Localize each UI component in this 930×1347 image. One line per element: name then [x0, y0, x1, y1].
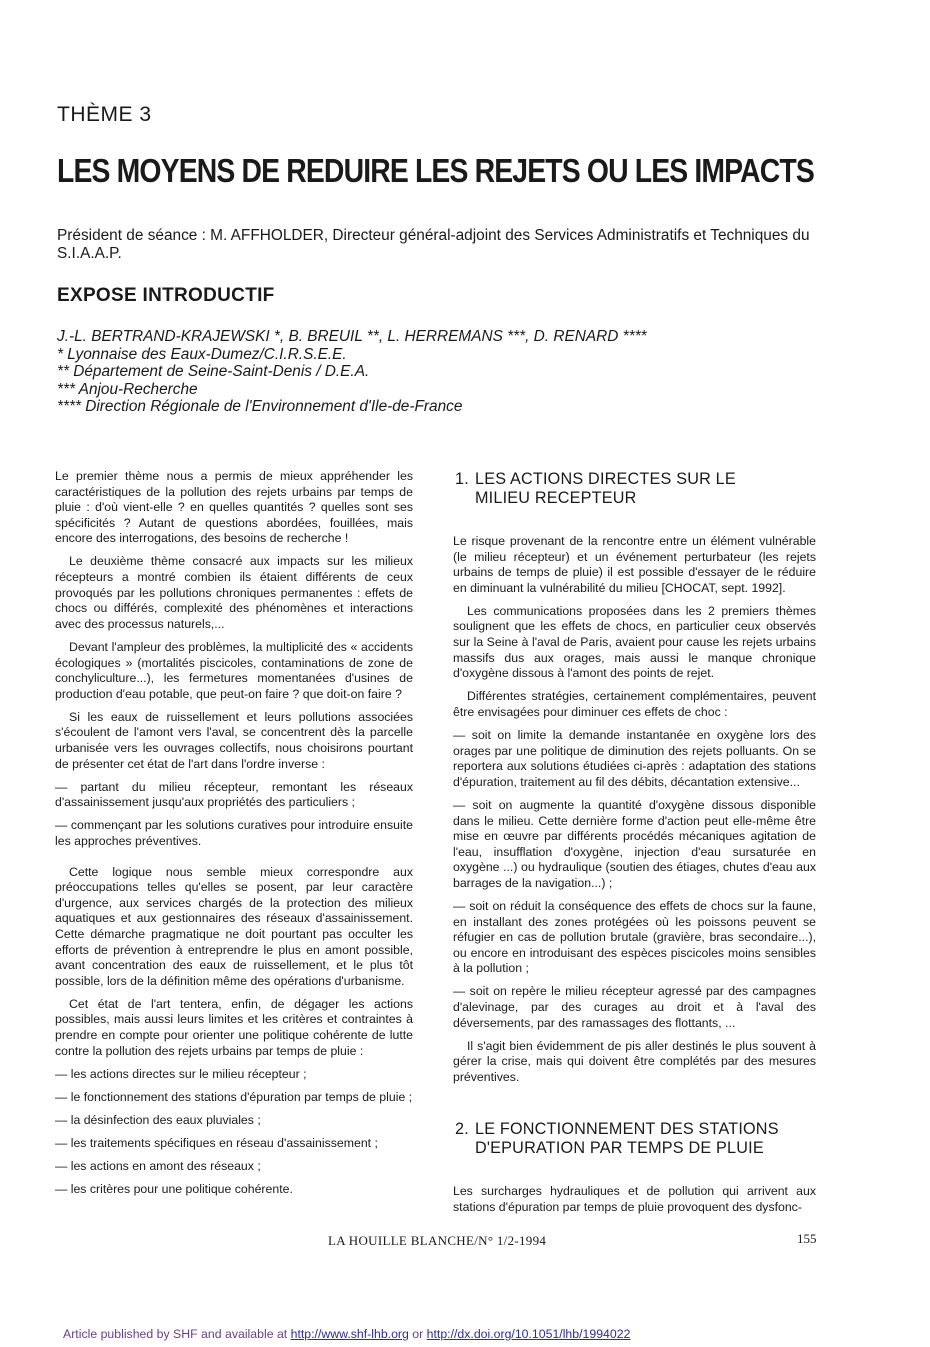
paragraph: Devant l'ampleur des problèmes, la multiplicité des « accidents écologiques » (mortalités piscicoles, contaminations de zone de conchyliculture...), les fermetures momentanées d'usines de production d'eau potable, que peut-on faire ? que doit-on faire ? — [55, 639, 413, 701]
section-2-heading — [455, 1120, 779, 1158]
section-title: LE FONCTIONNEMENT DES STATIONS — [475, 1120, 779, 1138]
shf-link[interactable]: http://www.shf-lhb.org — [290, 1327, 409, 1341]
affiliation-2: ** Département de Seine-Saint-Denis / D.E.A. — [57, 363, 370, 381]
list-item: — soit on réduit la conséquence des effets de chocs sur la faune, en installant des zones protégées où les poissons peuvent se réfugier en cas de pollution brutale (gravière, bras secondaire...), ou encore en introduisant des espèces piscicoles moins sensibles à la pollution ; — [453, 898, 816, 976]
authors-line: J.-L. BERTRAND-KRAJEWSKI *, B. BREUIL **, L. HERREMANS ***, D. RENARD **** — [57, 328, 647, 345]
paragraph: Il s'agit bien évidemment de pis aller destinés le plus souvent à gérer la crise, mais qui doivent être complétés par des mesures préventives. — [453, 1038, 816, 1084]
theme-label: THÈME 3 — [57, 103, 152, 126]
affiliation-4: **** Direction Régionale de l'Environnement d'Ile-de-France — [57, 398, 463, 416]
list-item: — les traitements spécifiques en réseau d'assainissement ; — [55, 1135, 378, 1150]
list-item: — le fonctionnement des stations d'épuration par temps de pluie ; — [55, 1089, 413, 1104]
paragraph: Si les eaux de ruissellement et leurs pollutions associées s'écoulent de l'amont vers l'aval, se concentrent dès la parcelle urbanisée vers les ouvrages collectifs, nous choisirons pourtant de présenter cet état de l'art dans l'ordre inverse : — [55, 709, 413, 771]
list-item: — commençant par les solutions curatives pour introduire ensuite les approches préventives. — [55, 818, 413, 848]
paragraph: Cet état de l'art tentera, enfin, de dégager les actions possibles, mais aussi leurs limites et les critères et contraintes à prendre en compte pour orienter une politique cohérente de lutte contre la pollution des rejets urbains par temps de pluie : — [55, 996, 413, 1058]
doi-link[interactable]: http://dx.doi.org/10.1051/lhb/1994022 — [426, 1327, 631, 1341]
session-president: Président de séance : M. AFFHOLDER, Directeur général-adjoint des Services Administratifs et Techniques du S.I.A.A.P. — [57, 227, 810, 262]
list-item: — la désinfection des eaux pluviales ; — [55, 1112, 261, 1127]
section-title-cont: D'EPURATION PAR TEMPS DE PLUIE — [475, 1139, 764, 1157]
article-availability — [63, 1327, 630, 1341]
right-column — [453, 534, 816, 1093]
right-column-bottom — [453, 1184, 816, 1223]
article-prefix: Article published by SHF and available at — [63, 1327, 291, 1341]
paragraph: Les communications proposées dans les 2 premiers thèmes soulignent que les effets de chocs, en particulier ceux observés sur la Seine à l'aval de Paris, avaient pour cause les rejets urbains massifs dus aux orages, mais aussi le manque chronique d'oxygène dissous à l'amont des points de rejet. — [453, 603, 816, 681]
list-item: — les critères pour une politique cohérente. — [55, 1182, 293, 1197]
left-column — [55, 469, 413, 1205]
paragraph: Cette logique nous semble mieux correspondre aux préoccupations telles qu'elles se posent, par leur caractère d'urgence, aux services chargés de la protection des milieux aquatiques et aux gestionnaires des réseaux d'assainissement. Cette démarche pragmatique ne doit pourtant pas occulter les efforts de prévention à entreprendre le plus en amont possible, avant concentration des eaux de ruissellement, et le plus tôt possible, lors de la définition même des opérations d'urbanisme. — [55, 864, 413, 988]
paragraph: Différentes stratégies, certainement complémentaires, peuvent être envisagées pour diminuer ces effets de choc : — [453, 689, 816, 719]
section-title: LES ACTIONS DIRECTES SUR LE — [475, 470, 736, 488]
section-1-heading — [455, 470, 736, 508]
affiliation-1: * Lyonnaise des Eaux-Dumez/C.I.R.S.E.E. — [57, 345, 347, 363]
section-number: 1. — [455, 470, 469, 488]
section-title-cont: MILIEU RECEPTEUR — [475, 489, 637, 507]
journal-footer: LA HOUILLE BLANCHE/N° 1/2-1994 — [328, 1233, 547, 1248]
list-item: — les actions en amont des réseaux ; — [55, 1159, 261, 1174]
page-number: 155 — [797, 1231, 817, 1246]
list-item: — les actions directes sur le milieu récepteur ; — [55, 1066, 307, 1081]
list-item: — soit on augmente la quantité d'oxygène dissous disponible dans le milieu. Cette dernière forme d'action peut elle-même être mise en œuvre par différents procédés mécaniques agitation de l'eau, insufflation d'oxygène, injection d'eau sursaturée en oxygène ...) ou hydraulique (soutien des étiages, chutes d'eau aux barrages de la navigation...) ; — [453, 797, 816, 890]
section-number: 2. — [455, 1120, 469, 1138]
list-item: — soit on repère le milieu récepteur agressé par des campagnes d'alevinage, par des curages au droit et à l'aval des déversements, par des ramassages des flottants, ... — [453, 984, 816, 1030]
paragraph: Le risque provenant de la rencontre entre un élément vulnérable (le milieu récepteur) et un événement perturbateur (les rejets urbains de temps de pluie) il est possible d'essayer de le réduire en diminuant la vulnérabilité du milieu [CHOCAT, sept. 1992]. — [453, 534, 816, 595]
affiliation-3: *** Anjou-Recherche — [57, 380, 198, 398]
page-title: LES MOYENS DE REDUIRE LES REJETS OU LES IMPACTS — [57, 152, 814, 189]
list-item: — partant du milieu récepteur, remontant les réseaux d'assainissement jusqu'aux propriétés des particuliers ; — [55, 779, 413, 810]
section-heading: EXPOSE INTRODUCTIF — [57, 285, 275, 306]
authors-block — [57, 328, 647, 416]
article-mid: or — [408, 1327, 427, 1341]
paragraph: Le deuxième thème consacré aux impacts sur les milieux récepteurs a montré combien ils étaient différents de ceux provoqués par les pollutions chroniques permanentes : effets de chocs ou différés, complexité des phénomènes et interactions avec des processus naturels,... — [55, 554, 413, 631]
paragraph: Le premier thème nous a permis de mieux appréhender les caractéristiques de la pollution des rejets urbains par temps de pluie : d'où vient-elle ? en quelles quantités ? quelles sont ses spécificités ? Autant de questions abordées, fouillées, mais encore des interrogations, des besoins de recherche ! — [55, 469, 413, 546]
list-item: — soit on limite la demande instantanée en oxygène lors des orages par une politique de diminution des rejets polluants. On se reportera aux solutions étudiées ci-après : adaptation des stations d'épuration, traitement au fil des débits, décantation extensive... — [453, 728, 816, 789]
paragraph: Les surcharges hydrauliques et de pollution qui arrivent aux stations d'épuration par temps de pluie provoquent des dysfonc- — [453, 1184, 816, 1214]
